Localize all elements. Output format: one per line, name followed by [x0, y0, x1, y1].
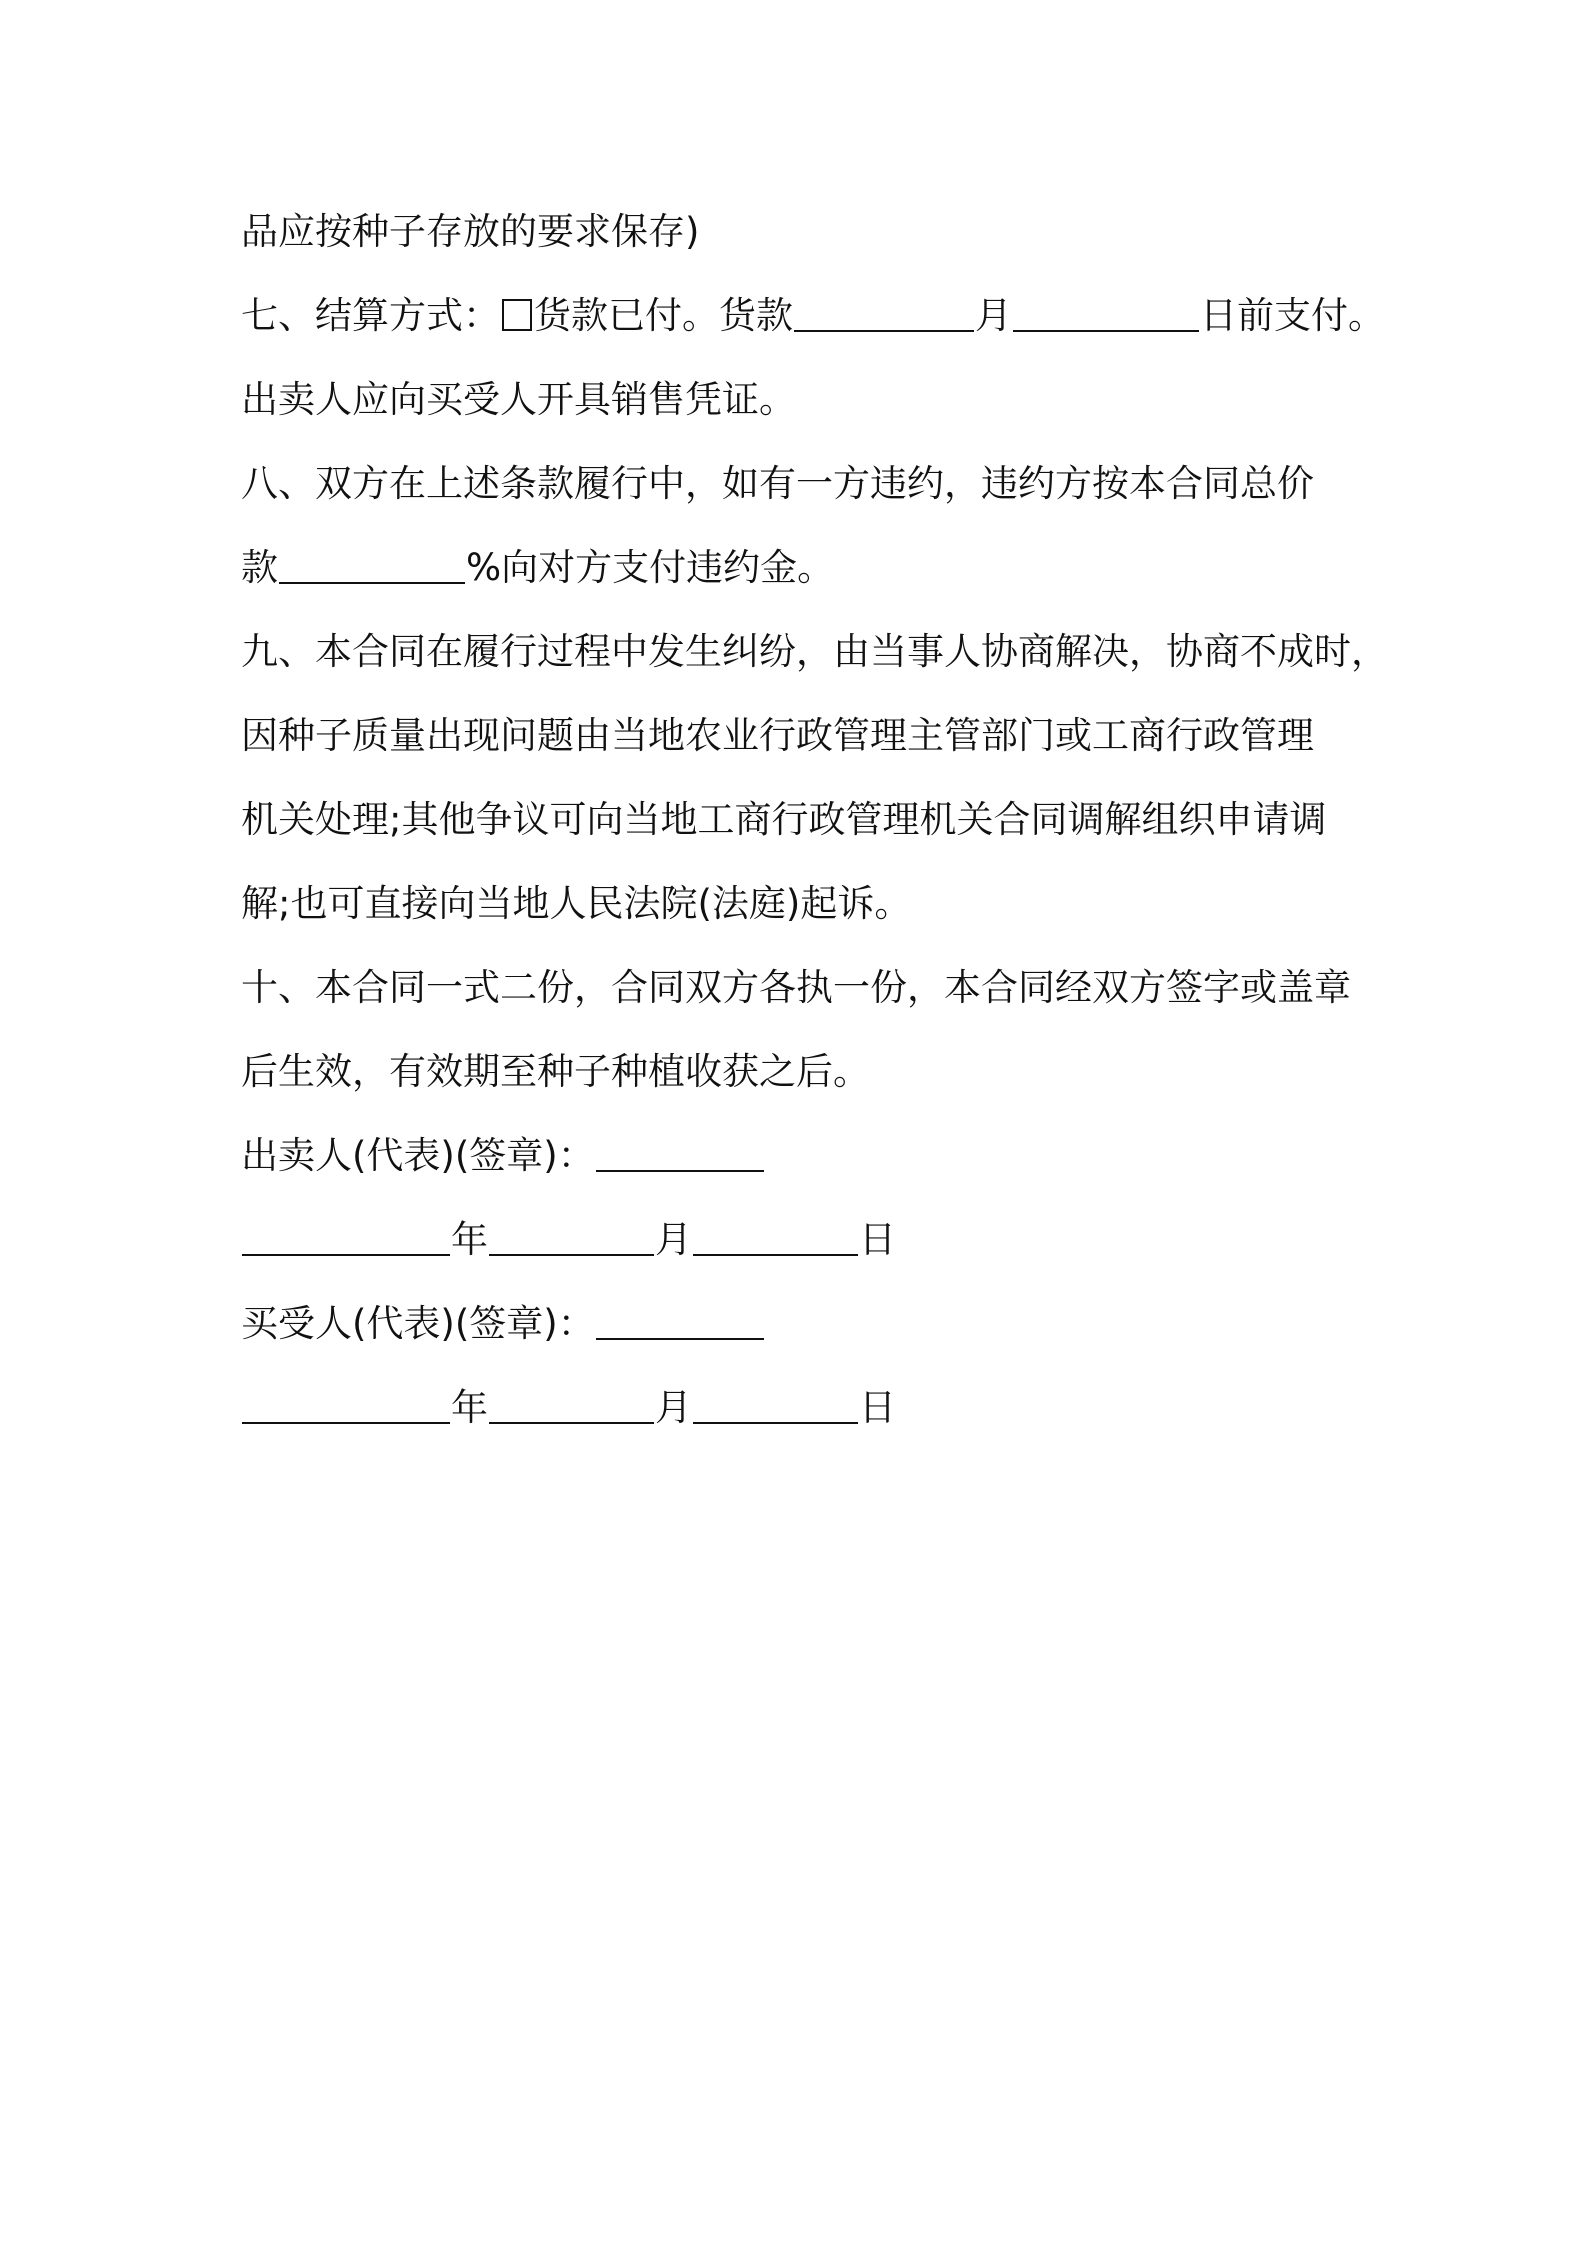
clause-text: 机关处理;其他争议可向当地工商行政管理机关合同调解组织申请调: [241, 798, 1327, 841]
clause-text: %向对方支付违约金。: [466, 546, 835, 589]
clause-text: 十、本合同一式二份，合同双方各执一份，本合同经双方签字或盖章: [241, 966, 1351, 1009]
clause-text: 货款已付。货款: [534, 294, 793, 337]
clause-text: 八、双方在上述条款履行中，如有一方违约，违约方按本合同总价: [241, 462, 1314, 505]
clause-9-dispute-4: [241, 862, 1371, 946]
seller-signature-field[interactable]: [596, 1136, 764, 1172]
clause-text: 品应按种子存放的要求保存): [241, 210, 700, 253]
seller-signature-line: [241, 1114, 1371, 1198]
day-label: 日: [859, 1386, 896, 1429]
month-label: 月: [655, 1386, 692, 1429]
seller-date-day-field[interactable]: [693, 1220, 858, 1256]
clause-6-continuation: [241, 190, 1371, 274]
clause-text: 出卖人应向买受人开具销售凭证。: [241, 378, 796, 421]
year-label: 年: [451, 1386, 488, 1429]
clause-9-dispute-1: [241, 610, 1388, 694]
seller-signature-label: 出卖人(代表)(签章)：: [241, 1134, 595, 1177]
day-label: 日: [859, 1218, 896, 1261]
buyer-date-month-field[interactable]: [489, 1388, 654, 1424]
clause-text: 月: [975, 294, 1012, 337]
clause-10-copies-1: [241, 946, 1371, 1030]
clause-8-penalty: [241, 526, 1371, 610]
blank-field[interactable]: [279, 548, 465, 584]
buyer-date-day-field[interactable]: [693, 1388, 858, 1424]
paid-checkbox[interactable]: [502, 299, 532, 331]
buyer-signature-field[interactable]: [596, 1304, 764, 1340]
buyer-date-line: [241, 1366, 1371, 1450]
buyer-date-year-field[interactable]: [242, 1388, 450, 1424]
blank-field[interactable]: [1013, 296, 1199, 332]
clause-text: 款: [241, 546, 278, 589]
blank-field[interactable]: [794, 296, 974, 332]
clause-10-copies-2: [241, 1030, 1371, 1114]
clause-text: 九、本合同在履行过程中发生纠纷，由当事人协商解决，协商不成时，: [241, 630, 1388, 673]
clause-text: 解;也可直接向当地人民法院(法庭)起诉。: [241, 882, 912, 925]
clause-text: 七、结算方式：: [241, 294, 500, 337]
clause-7-receipt: [241, 358, 1371, 442]
clause-9-dispute-3: [241, 778, 1371, 862]
buyer-signature-line: [241, 1282, 1371, 1366]
month-label: 月: [655, 1218, 692, 1261]
buyer-signature-label: 买受人(代表)(签章)：: [241, 1302, 595, 1345]
clause-8-breach: [241, 442, 1371, 526]
clause-7-settlement: [241, 274, 1385, 358]
seller-date-line: [241, 1198, 1371, 1282]
seller-date-month-field[interactable]: [489, 1220, 654, 1256]
contract-body: [241, 190, 1388, 1450]
year-label: 年: [451, 1218, 488, 1261]
seller-date-year-field[interactable]: [242, 1220, 450, 1256]
clause-text: 后生效，有效期至种子种植收获之后。: [241, 1050, 870, 1093]
clause-9-dispute-2: [241, 694, 1371, 778]
clause-text: 因种子质量出现问题由当地农业行政管理主管部门或工商行政管理: [241, 714, 1314, 757]
clause-text: 日前支付。: [1200, 294, 1385, 337]
